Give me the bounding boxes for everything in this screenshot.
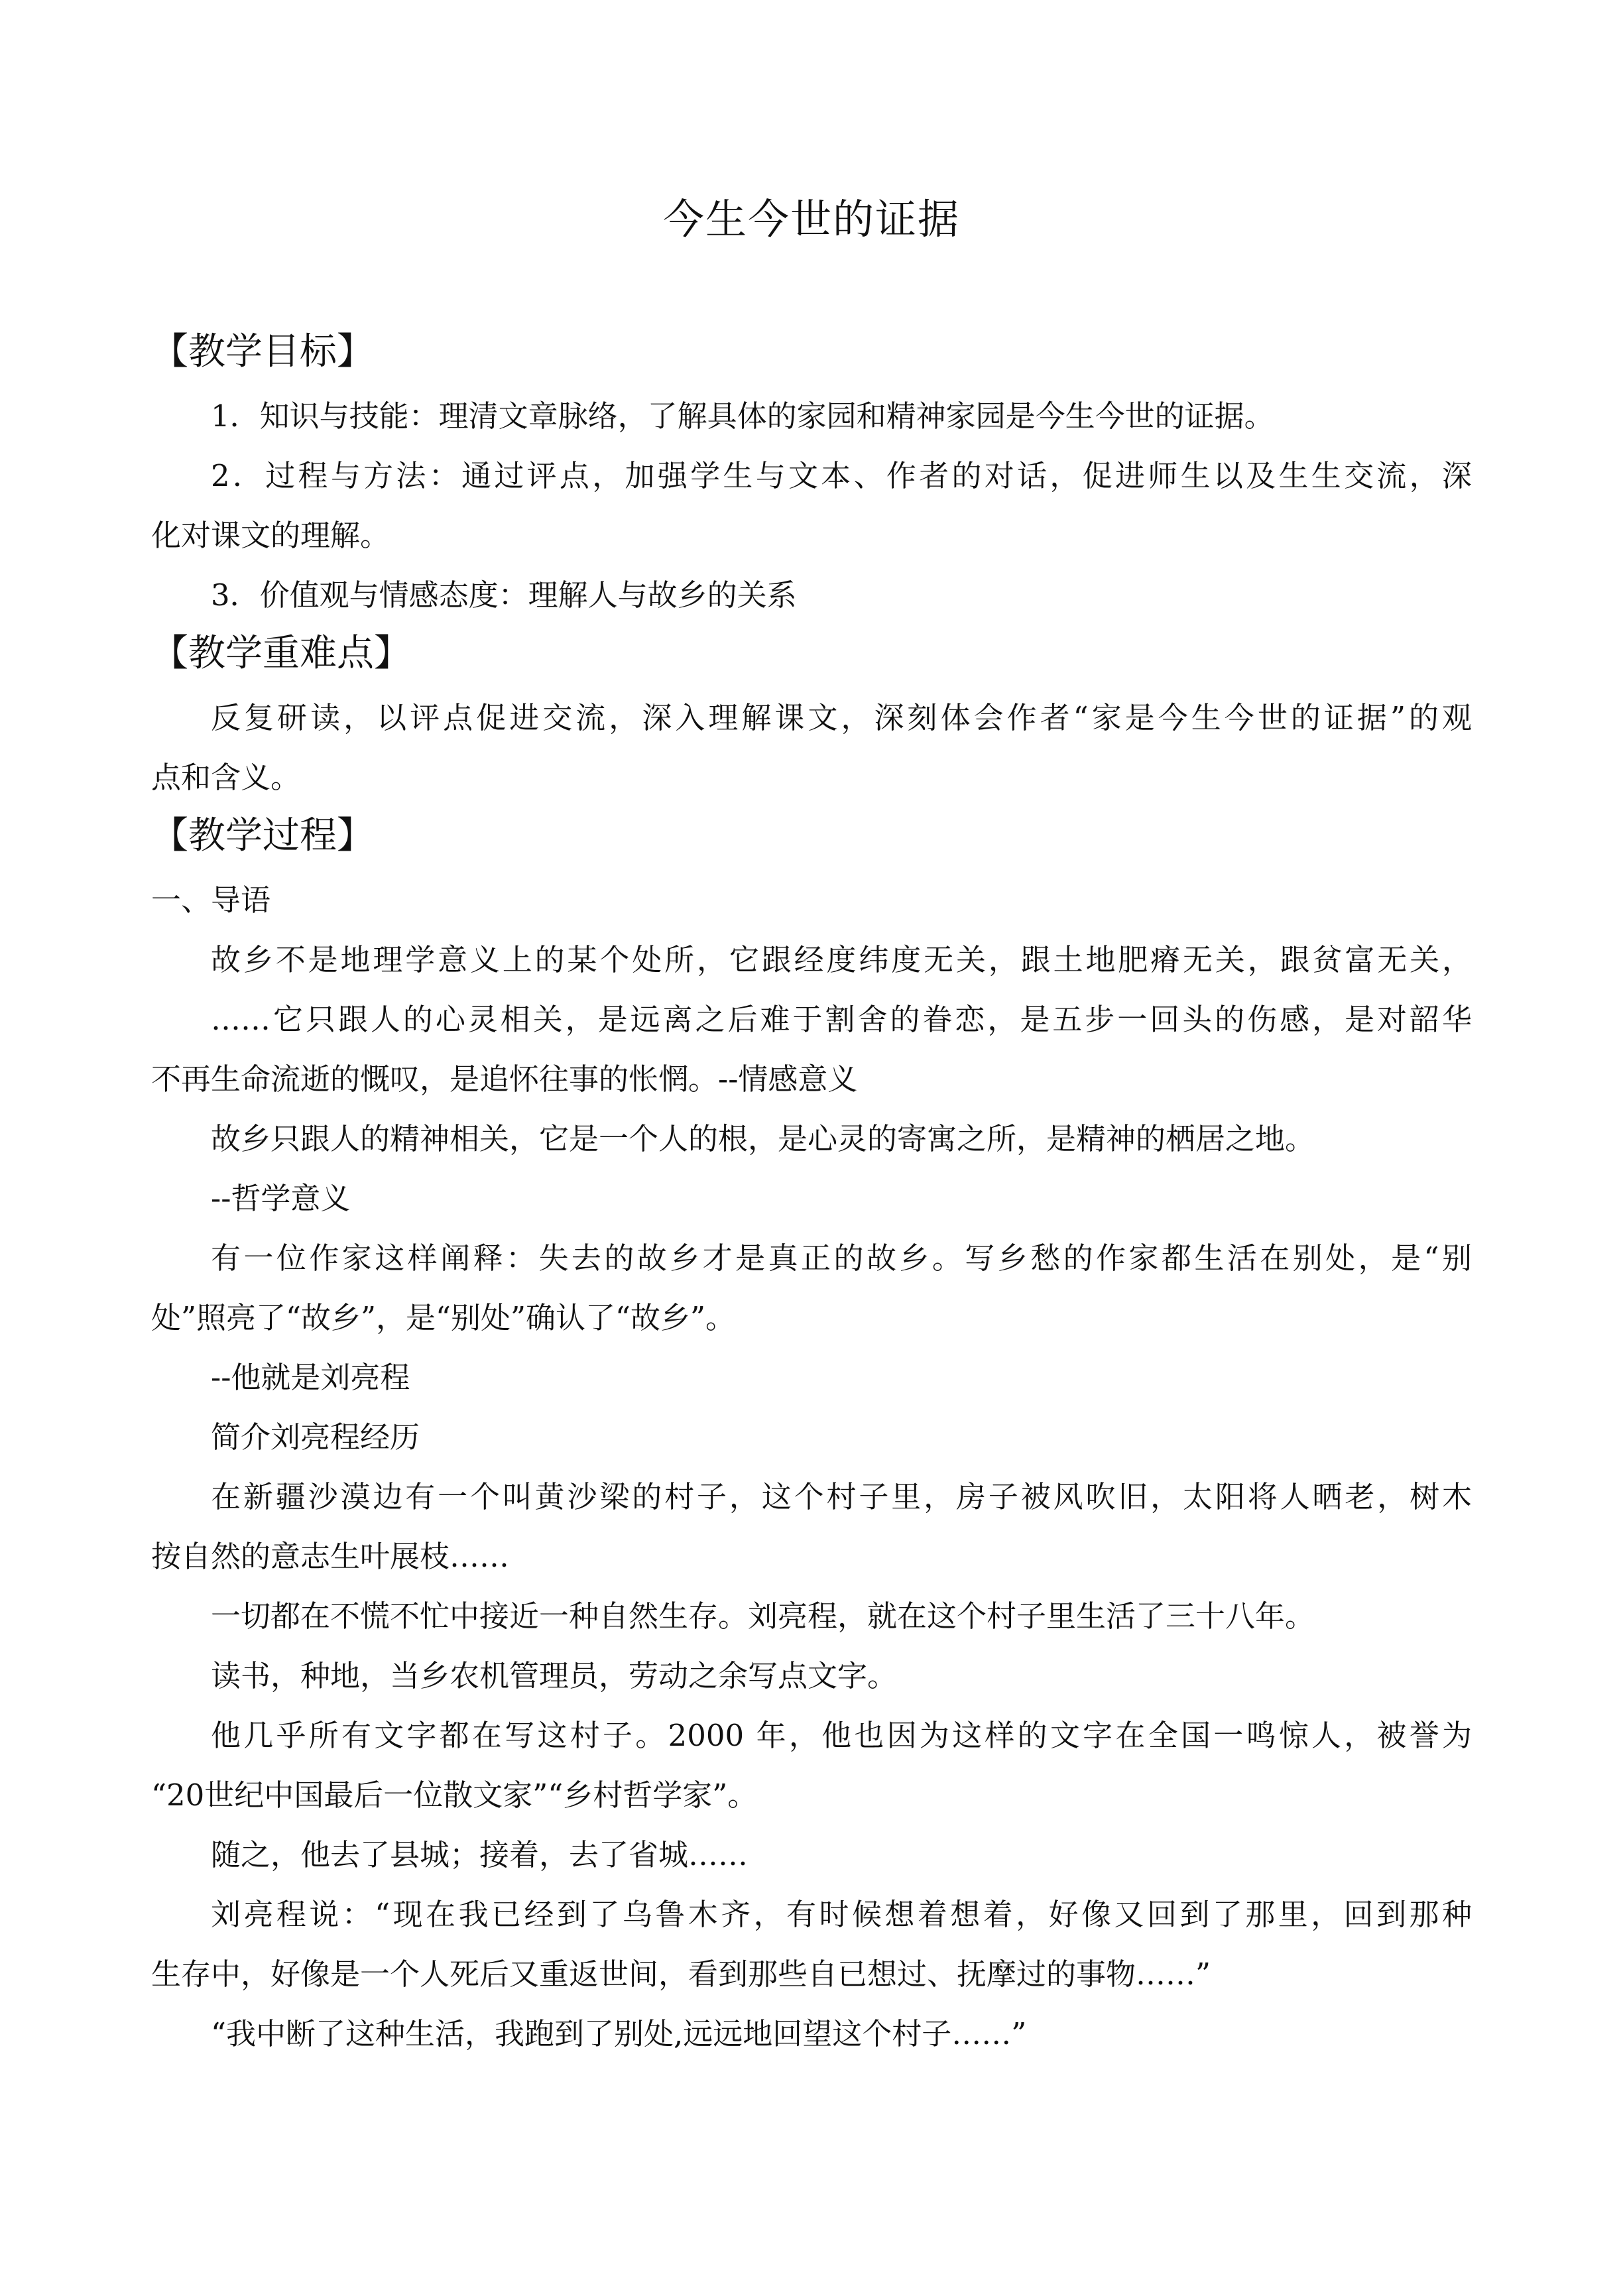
process-line: 不再生命流逝的慨叹，是追怀往事的怅惘。--情感意义 [151,1061,858,1097]
objective-line: 化对课文的理解。 [151,518,391,553]
process-line: 处”照亮了“故乡”，是“别处”确认了“故乡”。 [151,1300,736,1335]
process-line: 读书，种地，当乡农机管理员，劳动之余写点文字。 [211,1658,898,1693]
objective-line: 2．过程与方法：通过评点，加强学生与文本、作者的对话，促进师生以及生生交流，深 [211,458,1472,493]
document-title: 今生今世的证据 [662,195,960,243]
process-heading: 【教学过程】 [151,814,374,857]
process-line: 在新疆沙漠边有一个叫黄沙梁的村子，这个村子里，房子被风吹旧，太阳将人晒老，树木 [211,1479,1472,1514]
process-line: 生存中，好像是一个人死后又重返世间，看到那些自已想过、抚摩过的事物……” [151,1957,1211,1992]
process-line: ……它只跟人的心灵相关，是远离之后难于割舍的眷恋，是五步一回头的伤感，是对韶华 [211,1002,1472,1037]
objective-line: 1．知识与技能：理清文章脉络，了解具体的家园和精神家园是今生今世的证据。 [211,398,1274,434]
process-line: 随之，他去了县城；接着，去了省城…… [211,1837,749,1872]
process-line: --他就是刘亮程 [211,1360,410,1395]
keypoints-heading: 【教学重难点】 [151,632,411,675]
process-line: --哲学意义 [211,1181,351,1216]
process-line: 刘亮程说：“现在我已经到了乌鲁木齐，有时候想着想着，好像又回到了那里，回到那种 [211,1897,1472,1932]
process-line: 一切都在不慌不忙中接近一种自然生存。刘亮程，就在这个村子里生活了三十八年。 [211,1599,1315,1634]
keypoint-line: 反复研读，以评点促进交流，深入理解课文，深刻体会作者“家是今生今世的证据”的观 [211,700,1472,735]
process-line: 故乡不是地理学意义上的某个处所，它跟经度纬度无关，跟土地肥瘠无关，跟贫富无关， [211,942,1472,977]
process-line: 有一位作家这样阐释：失去的故乡才是真正的故乡。写乡愁的作家都生活在别处，是“别 [211,1240,1472,1276]
process-line: 故乡只跟人的精神相关，它是一个人的根，是心灵的寄寓之所，是精神的栖居之地。 [211,1121,1315,1156]
process-line: 按自然的意志生叶展枝…… [151,1539,510,1574]
objective-line: 3．价值观与情感态度：理解人与故乡的关系 [211,577,797,613]
keypoint-line: 点和含义。 [151,760,301,795]
process-line: “我中断了这种生活，我跑到了别处,远远地回望这个村子……” [211,2016,1027,2051]
objectives-heading: 【教学目标】 [151,330,374,373]
process-subheading: 一、导语 [151,882,271,918]
process-line: “20世纪中国最后一位散文家”“乡村哲学家”。 [151,1778,758,1813]
process-line: 简介刘亮程经历 [211,1420,420,1455]
process-line: 他几乎所有文字都在写这村子。2000 年，他也因为这样的文字在全国一鸣惊人，被誉为 [211,1718,1472,1753]
